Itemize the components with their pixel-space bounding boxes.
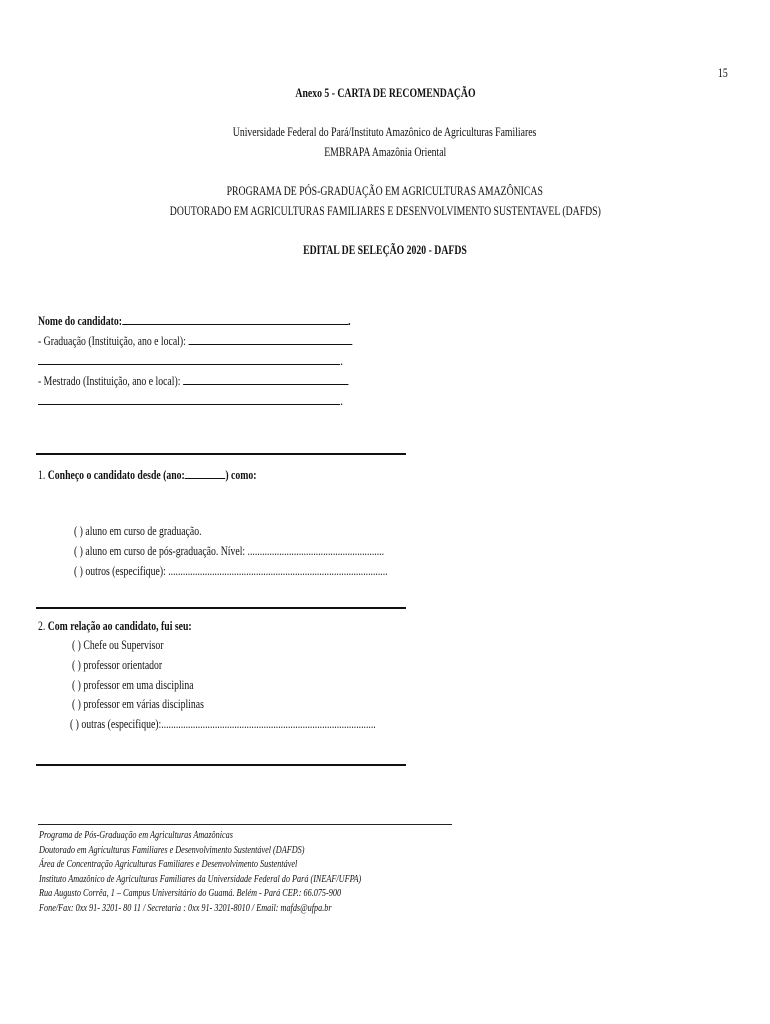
section-2-option[interactable]: ( ) Chefe ou Supervisor [72, 638, 164, 652]
mestrado-field[interactable] [183, 373, 348, 385]
graduacao-field[interactable] [188, 333, 352, 345]
candidate-name-row: Nome do candidato: . [38, 314, 351, 328]
footer-line: Doutorado em Agriculturas Familiares e Desenvolvimento Sustentável (DAFDS) [39, 844, 305, 856]
section-2-option[interactable]: ( ) professor orientador [72, 658, 163, 672]
page-number: 15 [718, 66, 728, 80]
mestrado-label: - Mestrado (Instituição, ano e local): [38, 374, 181, 388]
section-1-option[interactable]: ( ) outros (especifique): .......................................................................................... [74, 564, 388, 578]
graduacao-continuation-row: . [38, 353, 343, 369]
section-2-option[interactable]: ( ) outras (especifique):........................................................................................ [70, 717, 376, 731]
footer-line: Instituto Amazônico de Agriculturas Familiares da Universidade Federal do Pará (INEAF/UFPA) [39, 873, 362, 885]
graduacao-label: - Graduação (Instituição, ano e local): [38, 334, 186, 348]
candidate-name-label: Nome do candidato: [38, 314, 122, 328]
annex-title: Anexo 5 - CARTA DE RECOMENDAÇÃO [294, 86, 476, 100]
footer [39, 829, 452, 916]
section-divider [36, 764, 406, 766]
program-line-2: DOUTORADO EM AGRICULTURAS FAMILIARES E DESENVOLVIMENTO SUSTENTAVEL (DAFDS) [169, 204, 601, 218]
section-divider [36, 453, 406, 455]
graduacao-field-continued[interactable] [38, 353, 340, 365]
footer-rule [38, 824, 452, 825]
mestrado-row [38, 373, 436, 389]
section-2-option[interactable]: ( ) professor em várias disciplinas [72, 697, 204, 711]
edital-title: EDITAL DE SELEÇÃO 2020 - DAFDS [303, 243, 467, 257]
footer-line: Área de Concentração Agriculturas Familiares e Desenvolvimento Sustentável [39, 859, 298, 870]
institution-line-1: Universidade Federal do Pará/Instituto Amazônico de Agriculturas Familiares [233, 125, 537, 139]
candidate-name-field[interactable] [122, 313, 348, 325]
section-1-option[interactable]: ( ) aluno em curso de graduação. [74, 524, 202, 538]
program-line-1: PROGRAMA DE PÓS-GRADUAÇÃO EM AGRICULTURAS AMAZÔNICAS [226, 184, 544, 198]
graduacao-row [38, 333, 441, 349]
footer-line: Rua Augusto Corrêa, 1 – Campus Universitário do Guamá. Belém - Pará CEP.: 66.075-900 [39, 888, 342, 899]
section-2-title: 2. Com relação ao candidato, fui seu: [38, 619, 192, 633]
section-1-option[interactable]: ( ) aluno em curso de pós-graduação. Nível: ........................................................ [74, 544, 385, 558]
mestrado-field-continued[interactable] [38, 393, 340, 405]
footer-line: Fone/Fax: 0xx 91- 3201- 80 11 / Secretaria : 0xx 91- 3201-8010 / Email: mafds@ufpa.br [39, 902, 332, 914]
year-field[interactable] [185, 467, 226, 479]
section-2-option[interactable]: ( ) professor em uma disciplina [72, 678, 194, 692]
footer-line: Programa de Pós-Graduação em Agriculturas Amazônicas [39, 830, 233, 841]
institution-line-2: EMBRAPA Amazônia Oriental [323, 145, 447, 159]
section-1-question: 1. Conheço o candidato desde (ano: ) como: [38, 468, 257, 482]
section-divider [36, 607, 406, 609]
mestrado-continuation-row: . [38, 393, 343, 409]
